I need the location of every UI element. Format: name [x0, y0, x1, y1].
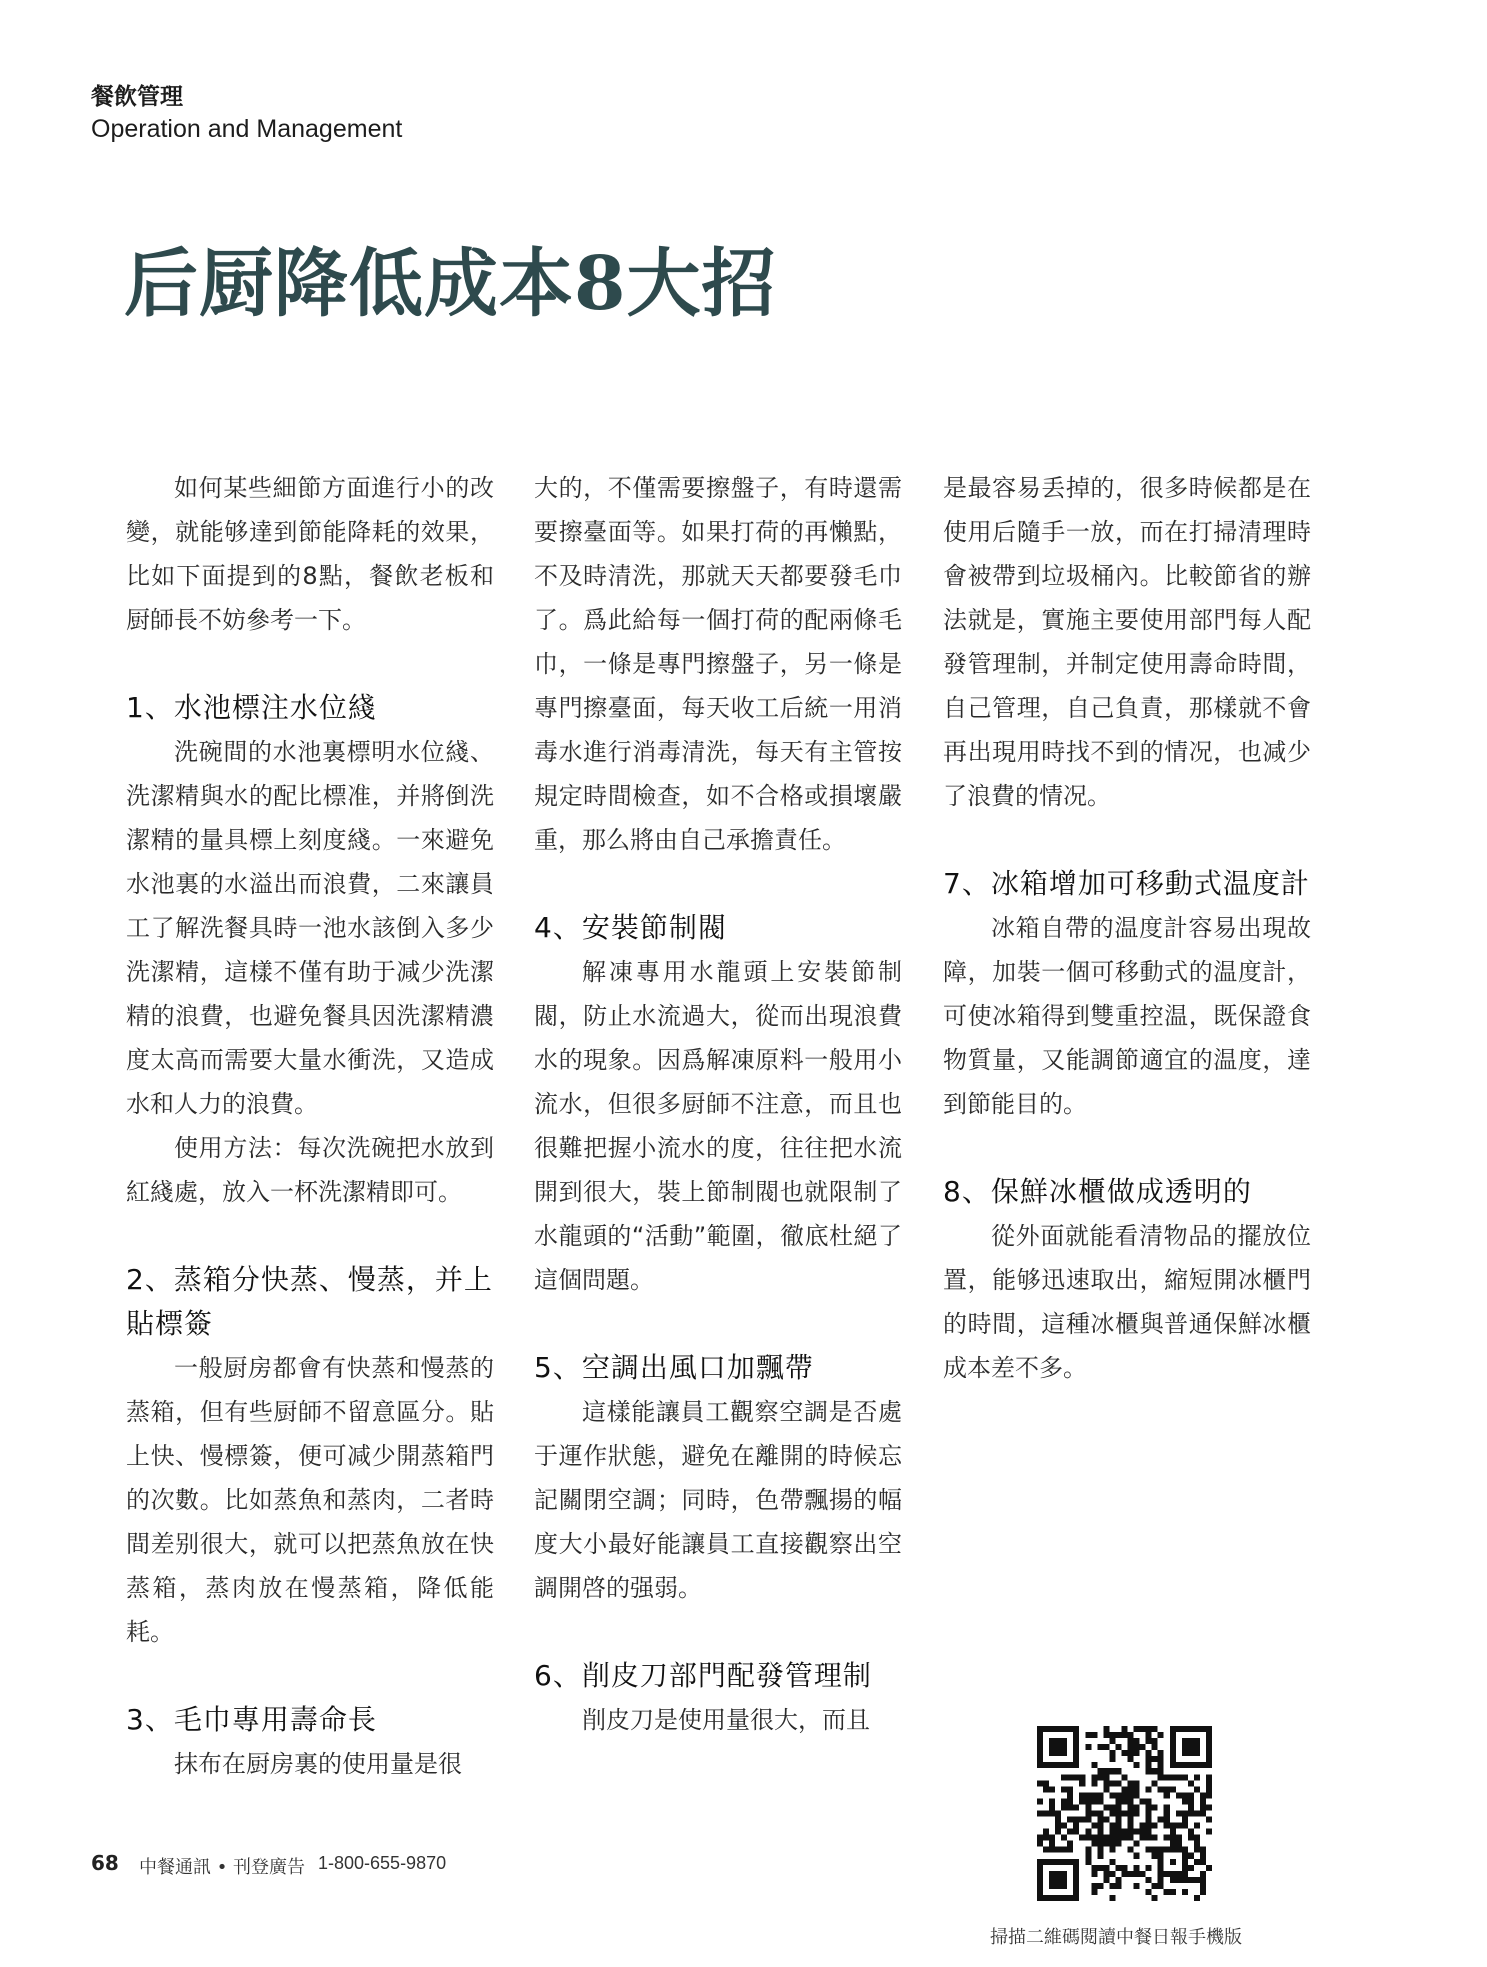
paragraph-tip-8: 從外面就能看清物品的擺放位置，能够迅速取出，縮短開冰櫃門的時間，這種冰櫃與普通保鮮冰櫃成本差不多。	[943, 1222, 1311, 1382]
qr-code-icon[interactable]	[1037, 1726, 1212, 1901]
paragraph-tip-3: 抹布在厨房裏的使用量是很	[174, 1750, 462, 1778]
paragraph-tip-6: 削皮刀是使用量很大，而且	[582, 1706, 870, 1734]
article-title: 后厨降低成本8大招	[124, 241, 777, 327]
heading-tip-8: 8、保鮮冰櫃做成透明的	[943, 1175, 1252, 1208]
text-column-3	[943, 466, 1311, 1390]
paragraph-tip-2: 一般厨房都會有快蒸和慢蒸的蒸箱，但有些厨師不留意區分。貼上快、慢標簽，便可减少開蒸箱門的次數。比如蒸魚和蒸肉，二者時間差别很大，就可以把蒸魚放在快蒸箱，蒸肉放在慢蒸箱，降低能耗。	[126, 1354, 494, 1646]
qr-caption: 掃描二維碼閱讀中餐日報手機版	[990, 1927, 1242, 1948]
heading-tip-5: 5、空調出風口加飄帶	[534, 1351, 814, 1384]
advertising-phone: 1-800-655-9870	[318, 1853, 447, 1873]
heading-tip-2: 2、蒸箱分快蒸、慢蒸，并上貼標簽	[126, 1263, 493, 1340]
heading-tip-4: 4、安裝節制閥	[534, 911, 727, 944]
heading-tip-7: 7、冰箱增加可移動式温度計	[943, 867, 1310, 900]
paragraph-tip-3-continued: 大的，不僅需要擦盤子，有時還需要擦臺面等。如果打荷的再懶點，不及時清洗，那就天天都要發毛巾了。爲此給每一個打荷的配兩條毛巾，一條是專門擦盤子，另一條是專門擦臺面，每天收工后統一用消毒水進行消毒清洗，每天有主管按規定時間檢查，如不合格或損壞嚴重，那么將由自己承擔責任。	[534, 474, 902, 854]
publication-name: 中餐通訊 • 刊登廣告	[139, 1857, 306, 1878]
section-label: 餐飲管理	[91, 84, 183, 110]
intro-paragraph: 如何某些細節方面進行小的改變，就能够達到節能降耗的效果，比如下面提到的8點，餐飲老板和厨師長不妨參考一下。	[126, 474, 494, 634]
text-column-1	[126, 466, 494, 1786]
heading-tip-3: 3、毛巾專用壽命長	[126, 1703, 377, 1736]
heading-tip-1: 1、水池標注水位綫	[126, 691, 377, 724]
section-label-english: Operation and Management	[91, 115, 403, 143]
text-column-2	[534, 466, 902, 1742]
paragraph-tip-1-usage: 使用方法：每次洗碗把水放到紅綫處，放入一杯洗潔精即可。	[126, 1134, 494, 1206]
paragraph-tip-4: 解凍專用水龍頭上安裝節制閥，防止水流過大，從而出現浪費水的現象。因爲解凍原料一般用小流水，但很多厨師不注意，而且也很難把握小流水的度，往往把水流開到很大，裝上節制閥也就限制了水龍頭的“活動”範圍，徹底杜絕了這個問題。	[534, 958, 902, 1294]
page-number: 68	[91, 1851, 119, 1875]
paragraph-tip-6-continued: 是最容易丢掉的，很多時候都是在使用后隨手一放，而在打掃清理時會被帶到垃圾桶內。比較節省的辦法就是，實施主要使用部門每人配發管理制，并制定使用壽命時間，自己管理，自己負責，那樣就不會再出現用時找不到的情况，也减少了浪費的情况。	[943, 474, 1311, 810]
paragraph-tip-1: 洗碗間的水池裏標明水位綫、洗潔精與水的配比標准，并將倒洗潔精的量具標上刻度綫。一來避免水池裏的水溢出而浪費，二來讓員工了解洗餐具時一池水該倒入多少洗潔精，這樣不僅有助于减少洗潔精的浪費，也避免餐具因洗潔精濃度太高而需要大量水衝洗，又造成水和人力的浪費。	[126, 738, 494, 1118]
paragraph-tip-7: 冰箱自帶的温度計容易出現故障，加裝一個可移動式的温度計，可使冰箱得到雙重控温，既保證食物質量，又能調節適宜的温度，達到節能目的。	[943, 914, 1311, 1118]
paragraph-tip-5: 這樣能讓員工觀察空調是否處于運作狀態，避免在離開的時候忘記關閉空調；同時，色帶飄揚的幅度大小最好能讓員工直接觀察出空調開啓的强弱。	[534, 1398, 902, 1602]
heading-tip-6: 6、削皮刀部門配發管理制	[534, 1659, 872, 1692]
